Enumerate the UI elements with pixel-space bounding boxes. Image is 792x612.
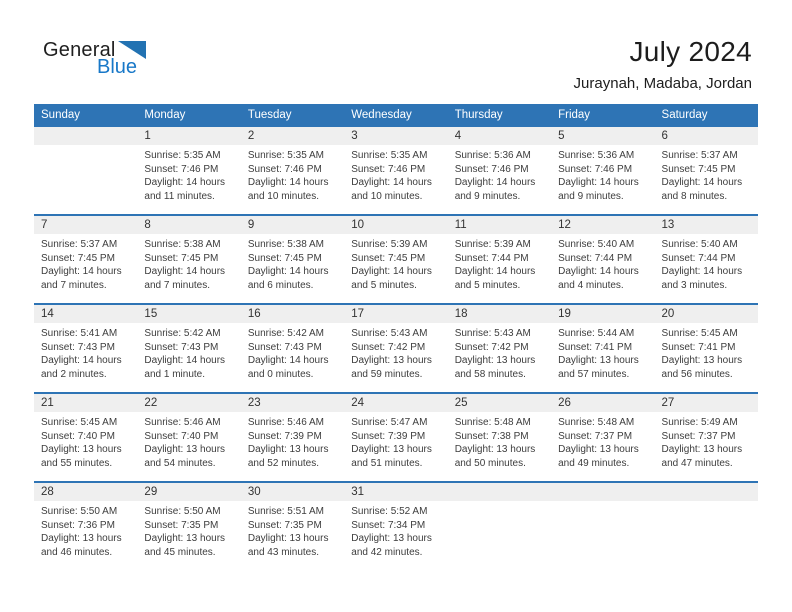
sunset-text: Sunset: 7:46 PM bbox=[144, 163, 219, 175]
daylight-text-line1: Daylight: 13 hours bbox=[144, 533, 226, 544]
day-details bbox=[344, 145, 447, 214]
day-number-empty bbox=[655, 483, 758, 501]
day-details bbox=[551, 412, 654, 481]
day-details bbox=[137, 323, 240, 392]
day-number: 24 bbox=[344, 394, 447, 412]
day-cell-3 bbox=[344, 126, 447, 215]
day-cell-13 bbox=[655, 215, 758, 304]
daylight-text-line1: Daylight: 14 hours bbox=[661, 266, 743, 277]
daylight-text-line2: and 10 minutes. bbox=[351, 190, 423, 202]
day-cell-5 bbox=[551, 126, 654, 215]
daylight-text-line2: and 54 minutes. bbox=[144, 457, 216, 469]
day-cell-14 bbox=[34, 304, 137, 393]
day-cell-4 bbox=[448, 126, 551, 215]
daylight-text-line1: Daylight: 13 hours bbox=[144, 444, 226, 455]
sunrise-text: Sunrise: 5:40 AM bbox=[558, 239, 635, 250]
day-details bbox=[34, 323, 137, 392]
day-number: 28 bbox=[34, 483, 137, 501]
day-number: 13 bbox=[655, 216, 758, 234]
day-number: 20 bbox=[655, 305, 758, 323]
daylight-text-line2: and 47 minutes. bbox=[661, 457, 733, 469]
day-details bbox=[137, 412, 240, 481]
daylight-text-line2: and 5 minutes. bbox=[454, 279, 521, 291]
daylight-text-line1: Daylight: 13 hours bbox=[558, 444, 639, 455]
day-details bbox=[241, 501, 344, 570]
daylight-text-line2: and 1 minute. bbox=[144, 368, 206, 380]
day-details bbox=[137, 234, 240, 303]
sunset-text: Sunset: 7:35 PM bbox=[247, 519, 322, 531]
sunset-text: Sunset: 7:42 PM bbox=[454, 341, 529, 353]
daylight-text-line1: Daylight: 13 hours bbox=[41, 444, 122, 455]
sunrise-text: Sunrise: 5:42 AM bbox=[247, 328, 324, 339]
logo-word-blue: Blue bbox=[97, 56, 138, 78]
sunset-text: Sunset: 7:34 PM bbox=[351, 519, 426, 531]
sunset-text: Sunset: 7:41 PM bbox=[661, 341, 736, 353]
daylight-text-line1: Daylight: 14 hours bbox=[247, 266, 329, 277]
sunrise-text: Sunrise: 5:38 AM bbox=[144, 239, 221, 250]
daylight-text-line2: and 49 minutes. bbox=[558, 457, 630, 469]
day-details bbox=[551, 323, 654, 392]
daylight-text-line2: and 58 minutes. bbox=[454, 368, 526, 380]
sunrise-text: Sunrise: 5:43 AM bbox=[454, 328, 531, 339]
daylight-text-line2: and 8 minutes. bbox=[661, 190, 728, 202]
day-details bbox=[448, 412, 551, 481]
day-number: 23 bbox=[241, 394, 344, 412]
weekday-header-friday: Friday bbox=[551, 104, 654, 126]
daylight-text-line1: Daylight: 13 hours bbox=[247, 444, 329, 455]
day-details bbox=[551, 145, 654, 214]
sunset-text: Sunset: 7:43 PM bbox=[41, 341, 115, 353]
day-details bbox=[448, 234, 551, 303]
day-number: 6 bbox=[655, 127, 758, 145]
day-cell-6 bbox=[655, 126, 758, 215]
sunrise-text: Sunrise: 5:36 AM bbox=[558, 150, 635, 161]
sunrise-text: Sunrise: 5:42 AM bbox=[144, 328, 221, 339]
daylight-text-line1: Daylight: 14 hours bbox=[558, 266, 639, 277]
day-number: 5 bbox=[551, 127, 654, 145]
empty-day-cell bbox=[34, 126, 137, 215]
week-row-4 bbox=[34, 393, 758, 482]
weekday-header-thursday: Thursday bbox=[448, 104, 551, 126]
daylight-text-line1: Daylight: 14 hours bbox=[661, 177, 743, 188]
day-number: 10 bbox=[344, 216, 447, 234]
day-details-empty bbox=[448, 501, 551, 570]
sunset-text: Sunset: 7:38 PM bbox=[454, 430, 529, 442]
day-details bbox=[655, 323, 758, 392]
week-row-2 bbox=[34, 215, 758, 304]
sunrise-text: Sunrise: 5:35 AM bbox=[247, 150, 324, 161]
daylight-text-line1: Daylight: 13 hours bbox=[661, 355, 743, 366]
day-details-empty bbox=[655, 501, 758, 570]
daylight-text-line2: and 7 minutes. bbox=[41, 279, 107, 291]
weekday-header-saturday: Saturday bbox=[655, 104, 758, 126]
day-cell-2 bbox=[241, 126, 344, 215]
day-number: 31 bbox=[344, 483, 447, 501]
day-cell-30 bbox=[241, 482, 344, 570]
day-details bbox=[137, 501, 240, 570]
sunrise-text: Sunrise: 5:37 AM bbox=[41, 239, 118, 250]
daylight-text-line1: Daylight: 14 hours bbox=[41, 355, 122, 366]
sunset-text: Sunset: 7:39 PM bbox=[351, 430, 426, 442]
day-details bbox=[241, 145, 344, 214]
day-cell-10 bbox=[344, 215, 447, 304]
day-number: 2 bbox=[241, 127, 344, 145]
daylight-text-line2: and 50 minutes. bbox=[454, 457, 526, 469]
day-details bbox=[344, 323, 447, 392]
day-cell-27 bbox=[655, 393, 758, 482]
day-number: 19 bbox=[551, 305, 654, 323]
day-details bbox=[448, 323, 551, 392]
day-cell-12 bbox=[551, 215, 654, 304]
day-details bbox=[655, 234, 758, 303]
sunrise-text: Sunrise: 5:50 AM bbox=[144, 506, 221, 517]
daylight-text-line1: Daylight: 13 hours bbox=[454, 444, 536, 455]
day-details bbox=[448, 145, 551, 214]
day-cell-9 bbox=[241, 215, 344, 304]
empty-day-cell bbox=[655, 482, 758, 570]
day-number: 17 bbox=[344, 305, 447, 323]
sunset-text: Sunset: 7:43 PM bbox=[247, 341, 322, 353]
day-number: 11 bbox=[448, 216, 551, 234]
day-cell-17 bbox=[344, 304, 447, 393]
weekday-header-sunday: Sunday bbox=[34, 104, 137, 126]
daylight-text-line1: Daylight: 14 hours bbox=[454, 266, 536, 277]
sunset-text: Sunset: 7:45 PM bbox=[144, 252, 219, 264]
weekday-header-wednesday: Wednesday bbox=[344, 104, 447, 126]
day-details bbox=[344, 412, 447, 481]
day-cell-19 bbox=[551, 304, 654, 393]
day-details bbox=[34, 501, 137, 570]
sunset-text: Sunset: 7:44 PM bbox=[558, 252, 633, 264]
day-number: 27 bbox=[655, 394, 758, 412]
sunset-text: Sunset: 7:45 PM bbox=[247, 252, 322, 264]
sunrise-text: Sunrise: 5:52 AM bbox=[351, 506, 428, 517]
sunrise-text: Sunrise: 5:36 AM bbox=[454, 150, 531, 161]
day-cell-11 bbox=[448, 215, 551, 304]
day-details-empty bbox=[34, 145, 137, 214]
day-cell-28 bbox=[34, 482, 137, 570]
daylight-text-line1: Daylight: 13 hours bbox=[558, 355, 639, 366]
day-details bbox=[551, 234, 654, 303]
daylight-text-line1: Daylight: 14 hours bbox=[144, 177, 226, 188]
day-cell-31 bbox=[344, 482, 447, 570]
daylight-text-line2: and 9 minutes. bbox=[454, 190, 521, 202]
week-row-5 bbox=[34, 482, 758, 570]
daylight-text-line1: Daylight: 13 hours bbox=[41, 533, 122, 544]
sunset-text: Sunset: 7:40 PM bbox=[41, 430, 115, 442]
week-row-1 bbox=[34, 126, 758, 215]
title-block bbox=[574, 36, 752, 92]
sunset-text: Sunset: 7:40 PM bbox=[144, 430, 219, 442]
daylight-text-line2: and 3 minutes. bbox=[661, 279, 728, 291]
calendar-table bbox=[34, 104, 758, 570]
logo-word-general: General bbox=[43, 39, 116, 61]
page-title: July 2024 bbox=[629, 36, 752, 67]
daylight-text-line2: and 59 minutes. bbox=[351, 368, 423, 380]
day-cell-16 bbox=[241, 304, 344, 393]
day-cell-1 bbox=[137, 126, 240, 215]
day-number-empty bbox=[448, 483, 551, 501]
daylight-text-line1: Daylight: 14 hours bbox=[351, 266, 432, 277]
sunrise-text: Sunrise: 5:51 AM bbox=[247, 506, 324, 517]
day-number: 15 bbox=[137, 305, 240, 323]
daylight-text-line1: Daylight: 14 hours bbox=[144, 266, 226, 277]
daylight-text-line1: Daylight: 13 hours bbox=[661, 444, 743, 455]
daylight-text-line2: and 43 minutes. bbox=[247, 546, 320, 558]
sunset-text: Sunset: 7:45 PM bbox=[41, 252, 115, 264]
sunset-text: Sunset: 7:44 PM bbox=[454, 252, 529, 264]
day-number: 14 bbox=[34, 305, 137, 323]
day-number: 16 bbox=[241, 305, 344, 323]
sunrise-text: Sunrise: 5:48 AM bbox=[454, 417, 531, 428]
daylight-text-line1: Daylight: 13 hours bbox=[351, 444, 432, 455]
day-details bbox=[241, 234, 344, 303]
day-number: 30 bbox=[241, 483, 344, 501]
sunrise-text: Sunrise: 5:45 AM bbox=[41, 417, 118, 428]
day-cell-18 bbox=[448, 304, 551, 393]
daylight-text-line2: and 46 minutes. bbox=[41, 546, 113, 558]
day-number-empty bbox=[551, 483, 654, 501]
daylight-text-line2: and 5 minutes. bbox=[351, 279, 417, 291]
daylight-text-line1: Daylight: 13 hours bbox=[351, 355, 432, 366]
sunrise-text: Sunrise: 5:41 AM bbox=[41, 328, 118, 339]
day-details bbox=[655, 145, 758, 214]
day-cell-22 bbox=[137, 393, 240, 482]
day-number: 3 bbox=[344, 127, 447, 145]
day-cell-15 bbox=[137, 304, 240, 393]
day-number: 26 bbox=[551, 394, 654, 412]
sunrise-text: Sunrise: 5:35 AM bbox=[351, 150, 428, 161]
day-cell-24 bbox=[344, 393, 447, 482]
sunrise-text: Sunrise: 5:48 AM bbox=[558, 417, 635, 428]
sunrise-text: Sunrise: 5:39 AM bbox=[454, 239, 531, 250]
daylight-text-line2: and 4 minutes. bbox=[558, 279, 624, 291]
sunset-text: Sunset: 7:42 PM bbox=[351, 341, 426, 353]
page-subtitle: Juraynah, Madaba, Jordan bbox=[573, 75, 752, 92]
sunrise-text: Sunrise: 5:50 AM bbox=[41, 506, 118, 517]
sunrise-text: Sunrise: 5:35 AM bbox=[144, 150, 221, 161]
daylight-text-line1: Daylight: 14 hours bbox=[351, 177, 432, 188]
day-details bbox=[655, 412, 758, 481]
daylight-text-line2: and 2 minutes. bbox=[41, 368, 107, 380]
daylight-text-line2: and 10 minutes. bbox=[247, 190, 320, 202]
day-details bbox=[34, 234, 137, 303]
empty-day-cell bbox=[551, 482, 654, 570]
day-number: 25 bbox=[448, 394, 551, 412]
day-number: 4 bbox=[448, 127, 551, 145]
day-cell-23 bbox=[241, 393, 344, 482]
sunset-text: Sunset: 7:35 PM bbox=[144, 519, 219, 531]
sunrise-text: Sunrise: 5:45 AM bbox=[661, 328, 738, 339]
daylight-text-line2: and 45 minutes. bbox=[144, 546, 216, 558]
sunset-text: Sunset: 7:37 PM bbox=[558, 430, 633, 442]
sunrise-text: Sunrise: 5:46 AM bbox=[247, 417, 324, 428]
day-cell-7 bbox=[34, 215, 137, 304]
sunset-text: Sunset: 7:45 PM bbox=[661, 163, 736, 175]
sunrise-text: Sunrise: 5:38 AM bbox=[247, 239, 324, 250]
week-row-3 bbox=[34, 304, 758, 393]
daylight-text-line1: Daylight: 14 hours bbox=[41, 266, 122, 277]
daylight-text-line2: and 42 minutes. bbox=[351, 546, 423, 558]
day-cell-25 bbox=[448, 393, 551, 482]
daylight-text-line2: and 9 minutes. bbox=[558, 190, 624, 202]
daylight-text-line1: Daylight: 13 hours bbox=[351, 533, 432, 544]
sunset-text: Sunset: 7:41 PM bbox=[558, 341, 633, 353]
day-number: 7 bbox=[34, 216, 137, 234]
weekday-header-tuesday: Tuesday bbox=[241, 104, 344, 126]
daylight-text-line2: and 0 minutes. bbox=[247, 368, 314, 380]
daylight-text-line2: and 57 minutes. bbox=[558, 368, 630, 380]
day-number-empty bbox=[34, 127, 137, 145]
day-details bbox=[344, 234, 447, 303]
sunset-text: Sunset: 7:39 PM bbox=[247, 430, 322, 442]
sunset-text: Sunset: 7:46 PM bbox=[454, 163, 529, 175]
daylight-text-line1: Daylight: 13 hours bbox=[247, 533, 329, 544]
day-number: 9 bbox=[241, 216, 344, 234]
day-number: 8 bbox=[137, 216, 240, 234]
day-cell-29 bbox=[137, 482, 240, 570]
day-number: 21 bbox=[34, 394, 137, 412]
sunset-text: Sunset: 7:46 PM bbox=[558, 163, 633, 175]
daylight-text-line2: and 52 minutes. bbox=[247, 457, 320, 469]
day-cell-26 bbox=[551, 393, 654, 482]
daylight-text-line1: Daylight: 14 hours bbox=[247, 177, 329, 188]
sunset-text: Sunset: 7:46 PM bbox=[351, 163, 426, 175]
day-details bbox=[34, 412, 137, 481]
sunrise-text: Sunrise: 5:46 AM bbox=[144, 417, 221, 428]
daylight-text-line1: Daylight: 13 hours bbox=[454, 355, 536, 366]
day-cell-21 bbox=[34, 393, 137, 482]
sunset-text: Sunset: 7:44 PM bbox=[661, 252, 736, 264]
day-details-empty bbox=[551, 501, 654, 570]
daylight-text-line1: Daylight: 14 hours bbox=[558, 177, 639, 188]
daylight-text-line2: and 51 minutes. bbox=[351, 457, 423, 469]
day-cell-8 bbox=[137, 215, 240, 304]
day-cell-20 bbox=[655, 304, 758, 393]
sunset-text: Sunset: 7:45 PM bbox=[351, 252, 426, 264]
sunset-text: Sunset: 7:43 PM bbox=[144, 341, 219, 353]
sunrise-text: Sunrise: 5:37 AM bbox=[661, 150, 738, 161]
sunrise-text: Sunrise: 5:49 AM bbox=[661, 417, 738, 428]
sunset-text: Sunset: 7:36 PM bbox=[41, 519, 115, 531]
sunrise-text: Sunrise: 5:40 AM bbox=[661, 239, 738, 250]
day-number: 22 bbox=[137, 394, 240, 412]
calendar-body bbox=[34, 126, 758, 570]
weekday-header-monday: Monday bbox=[137, 104, 240, 126]
daylight-text-line2: and 56 minutes. bbox=[661, 368, 733, 380]
daylight-text-line2: and 55 minutes. bbox=[41, 457, 113, 469]
sunrise-text: Sunrise: 5:47 AM bbox=[351, 417, 428, 428]
day-details bbox=[241, 412, 344, 481]
day-details bbox=[344, 501, 447, 570]
sunset-text: Sunset: 7:37 PM bbox=[661, 430, 736, 442]
sunrise-text: Sunrise: 5:43 AM bbox=[351, 328, 428, 339]
daylight-text-line2: and 6 minutes. bbox=[247, 279, 314, 291]
day-number: 1 bbox=[137, 127, 240, 145]
day-number: 29 bbox=[137, 483, 240, 501]
daylight-text-line2: and 11 minutes. bbox=[144, 190, 215, 202]
empty-day-cell bbox=[448, 482, 551, 570]
daylight-text-line1: Daylight: 14 hours bbox=[454, 177, 536, 188]
weekday-header-row bbox=[34, 104, 758, 126]
sunrise-text: Sunrise: 5:39 AM bbox=[351, 239, 428, 250]
daylight-text-line2: and 7 minutes. bbox=[144, 279, 211, 291]
daylight-text-line1: Daylight: 14 hours bbox=[247, 355, 329, 366]
general-blue-logo bbox=[43, 40, 146, 77]
day-number: 12 bbox=[551, 216, 654, 234]
sunrise-text: Sunrise: 5:44 AM bbox=[558, 328, 635, 339]
daylight-text-line1: Daylight: 14 hours bbox=[144, 355, 226, 366]
day-details bbox=[137, 145, 240, 214]
sunset-text: Sunset: 7:46 PM bbox=[247, 163, 322, 175]
day-number: 18 bbox=[448, 305, 551, 323]
day-details bbox=[241, 323, 344, 392]
